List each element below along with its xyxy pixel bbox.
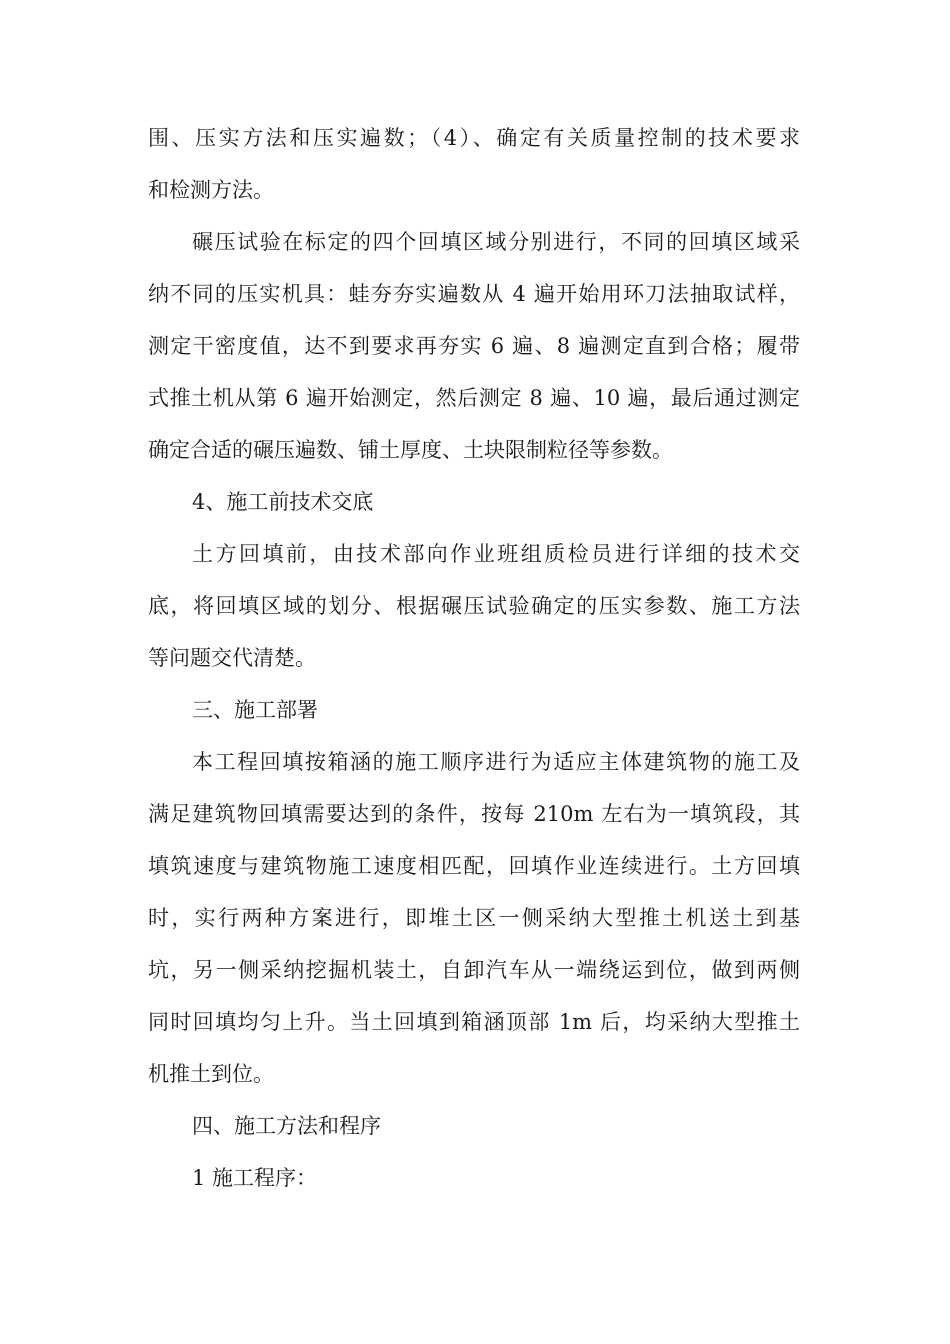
section-heading: 四、施工方法和程序	[192, 1114, 381, 1138]
text-line: 机推土到位。	[148, 1062, 274, 1086]
text-line: 时，实行两种方案进行，即堆土区一侧采纳大型推土机送土到基	[148, 906, 800, 930]
text-line: 等问题交代清楚。	[148, 646, 316, 670]
section-heading: 三、施工部署	[192, 698, 318, 722]
text-line: 本工程回填按箱涵的施工顺序进行为适应主体建筑物的施工及	[192, 750, 800, 774]
text-line: 满足建筑物回填需要达到的条件，按每 210m 左右为一填筑段，其	[148, 802, 800, 826]
text-line: 和检测方法。	[148, 178, 274, 202]
text-line: 测定干密度值，达不到要求再夯实 6 遍、8 遍测定直到合格；履带	[148, 334, 800, 358]
text-line: 底，将回填区域的划分、根据碾压试验确定的压实参数、施工方法	[148, 594, 800, 618]
text-line: 纳不同的压实机具：蛙夯夯实遍数从 4 遍开始用环刀法抽取试样，	[148, 282, 800, 306]
text-line: 确定合适的碾压遍数、铺土厚度、土块限制粒径等参数。	[148, 438, 673, 462]
section-heading: 4、施工前技术交底	[192, 490, 374, 514]
text-line: 同时回填均匀上升。当土回填到箱涵顶部 1m 后，均采纳大型推土	[148, 1010, 800, 1034]
text-line: 碾压试验在标定的四个回填区域分别进行，不同的回填区域采	[192, 230, 800, 254]
document-body	[148, 112, 800, 1204]
text-line: 围、压实方法和压实遍数；（4）、确定有关质量控制的技术要求	[148, 126, 800, 150]
text-line: 填筑速度与建筑物施工速度相匹配，回填作业连续进行。土方回填	[148, 854, 800, 878]
text-line: 坑，另一侧采纳挖掘机装土，自卸汽车从一端绕运到位，做到两侧	[148, 958, 800, 982]
text-line: 土方回填前，由技术部向作业班组质检员进行详细的技术交	[192, 542, 800, 566]
text-line: 式推土机从第 6 遍开始测定，然后测定 8 遍、10 遍，最后通过测定	[148, 386, 800, 410]
subsection-heading: 1 施工程序：	[192, 1166, 318, 1190]
